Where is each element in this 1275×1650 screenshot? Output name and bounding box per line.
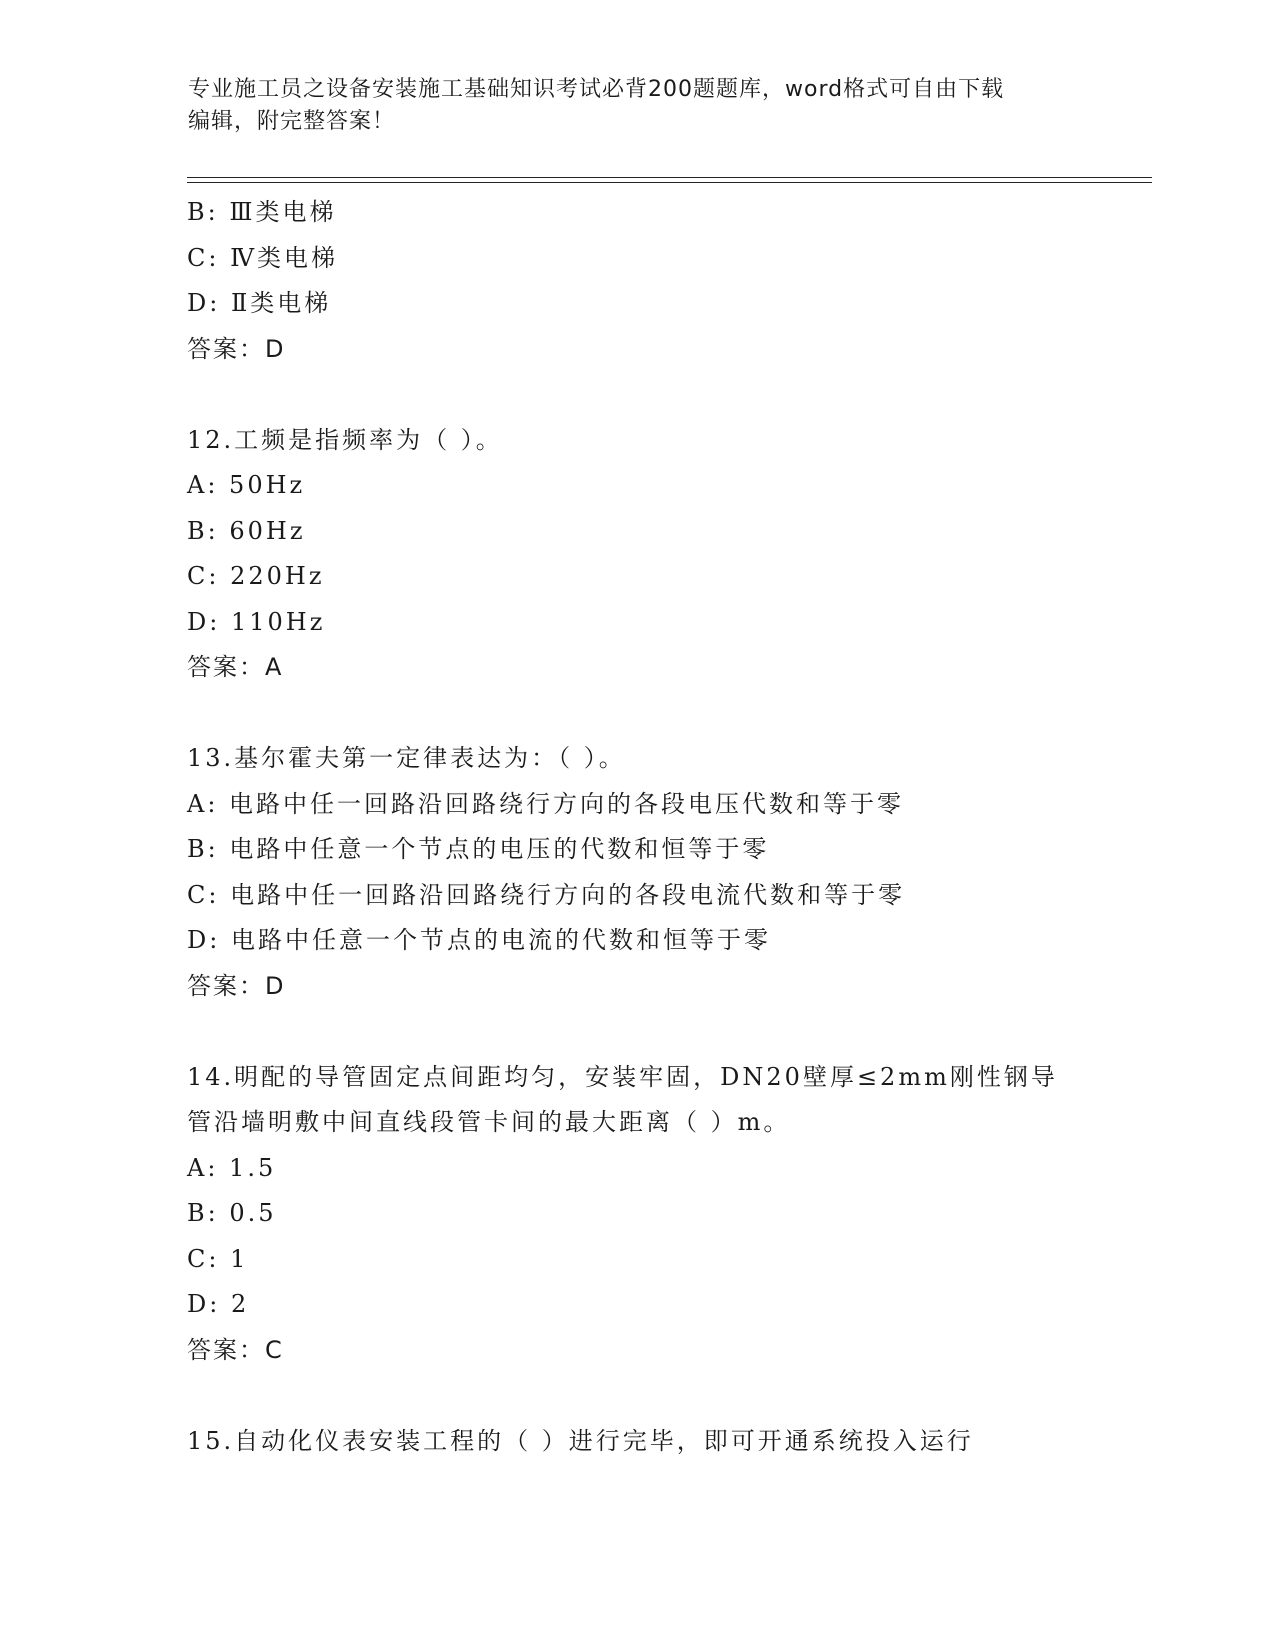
answer-line: 答案：A xyxy=(187,653,284,681)
spacer xyxy=(187,1373,1147,1419)
option-a: A: 电路中任一回路沿回路绕行方向的各段电压代数和等于零 xyxy=(187,789,905,818)
option-a: A: 50Hz xyxy=(187,471,306,499)
header-divider-top xyxy=(187,177,1152,178)
header-line-2: 编辑，附完整答案！ xyxy=(188,109,396,134)
option-b: B: 60Hz xyxy=(187,516,306,545)
question-stem: 13.基尔霍夫第一定律表达为：（ ）。 xyxy=(187,744,626,772)
option-b: B: 0.5 xyxy=(187,1199,277,1227)
header-divider-bottom xyxy=(187,182,1152,183)
question-stem-line-1: 14.明配的导管固定点间距均匀，安装牢固，DN20壁厚≤2mm刚性钢导 xyxy=(187,1062,1058,1091)
option-d: D: 110Hz xyxy=(187,607,326,636)
question-12 xyxy=(187,418,1147,691)
answer-line: 答案：D xyxy=(187,334,286,363)
question-stem-line-2: 管沿墙明敷中间直线段管卡间的最大距离（ ）m。 xyxy=(187,1108,791,1136)
option-c: C: 220Hz xyxy=(187,562,325,590)
answer-line: 答案：C xyxy=(187,1335,284,1364)
answer-line: 答案：D xyxy=(187,971,286,1000)
question-list xyxy=(187,190,1147,1464)
option-b: B: Ⅲ类电梯 xyxy=(187,198,337,226)
header-line-1: 专业施工员之设备安装施工基础知识考试必背200题题库，word格式可自由下载 xyxy=(188,77,1005,102)
option-a: A: 1.5 xyxy=(187,1153,277,1182)
question-stem: 12.工频是指频率为（ ）。 xyxy=(187,425,503,454)
question-11-tail xyxy=(187,190,1147,372)
spacer xyxy=(187,691,1147,737)
spacer xyxy=(187,1009,1147,1055)
option-c: C: 电路中任一回路沿回路绕行方向的各段电流代数和等于零 xyxy=(187,880,906,909)
question-14 xyxy=(187,1055,1147,1374)
option-b: B: 电路中任意一个节点的电压的代数和恒等于零 xyxy=(187,835,770,863)
question-stem: 15.自动化仪表安装工程的（ ）进行完毕，即可开通系统投入运行 xyxy=(187,1426,974,1455)
option-c: C: Ⅳ类电梯 xyxy=(187,243,339,272)
option-d: D: 电路中任意一个节点的电流的代数和恒等于零 xyxy=(187,926,771,954)
option-c: C: 1 xyxy=(187,1244,249,1273)
option-d: D: Ⅱ类电梯 xyxy=(187,289,332,317)
spacer xyxy=(187,372,1147,418)
document-header xyxy=(188,74,1088,138)
option-d: D: 2 xyxy=(187,1290,250,1318)
question-15 xyxy=(187,1419,1147,1465)
question-13 xyxy=(187,736,1147,1009)
